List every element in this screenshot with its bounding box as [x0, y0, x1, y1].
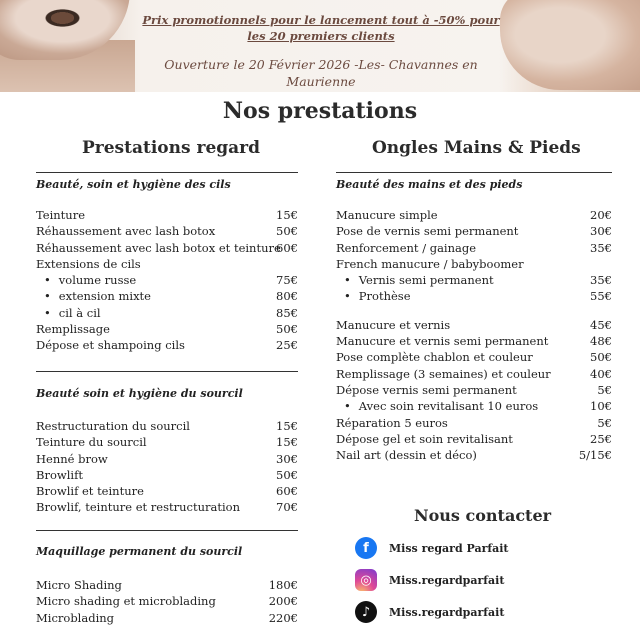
service-label: Réhaussement avec lash botox	[36, 224, 216, 239]
price-list-cils	[36, 207, 298, 354]
service-price: 25€	[276, 338, 298, 353]
service-price: 80€	[276, 289, 298, 304]
service-label: Restructuration du sourcil	[36, 419, 190, 433]
service-price: 15€	[276, 435, 298, 450]
section-title-sourcil: Beauté soin et hygiène du sourcil	[36, 387, 243, 400]
list-gap	[336, 305, 612, 317]
price-row	[336, 398, 612, 414]
service-label: Teinture	[36, 208, 85, 222]
service-label: Manucure et vernis semi permanent	[336, 334, 549, 349]
service-label: Nail art (dessin et déco)	[336, 448, 477, 463]
right-column-title: Ongles Mains & Pieds	[372, 138, 581, 158]
service-price: 50€	[276, 322, 298, 337]
service-label: • Prothèse	[344, 288, 411, 304]
service-label: Dépose gel et soin revitalisant	[336, 431, 513, 446]
service-price: 50€	[590, 350, 612, 365]
page-title: Nos prestations	[222, 98, 418, 124]
price-row	[36, 321, 298, 337]
instagram-handle: Miss.regardparfait	[389, 573, 505, 587]
section-title-cils: Beauté, soin et hygiène des cils	[36, 178, 231, 191]
price-row	[36, 207, 298, 223]
service-price: 70€	[276, 500, 298, 515]
service-label: Pose complète chablon et couleur	[336, 350, 533, 365]
service-price: 48€	[590, 334, 612, 349]
service-price: 10€	[590, 399, 612, 414]
divider	[36, 371, 298, 372]
service-price: 180€	[268, 578, 298, 592]
price-row	[36, 577, 298, 593]
service-label: Microblading	[36, 610, 115, 625]
service-label: French manucure / babyboomer	[336, 256, 524, 271]
divider	[36, 172, 298, 173]
price-row	[36, 610, 298, 626]
service-price: 35€	[590, 273, 612, 288]
header-banner	[0, 0, 640, 92]
service-label: • extension mixte	[44, 288, 151, 304]
facebook-handle: Miss regard Parfait	[389, 541, 509, 555]
service-price: 15€	[276, 208, 298, 222]
price-row	[36, 288, 298, 304]
price-row	[36, 593, 298, 609]
price-row	[36, 223, 298, 239]
service-price: 60€	[276, 484, 298, 499]
service-price: 30€	[276, 451, 298, 466]
service-label: • Vernis semi permanent	[344, 272, 494, 288]
price-row	[336, 415, 612, 431]
price-row	[36, 272, 298, 288]
price-row	[336, 431, 612, 447]
service-label: Réhaussement avec lash botox et teinture	[36, 240, 281, 255]
price-row	[36, 451, 298, 467]
contact-facebook[interactable]	[355, 537, 509, 559]
service-label: Renforcement / gainage	[336, 240, 477, 255]
service-price: 35€	[590, 240, 612, 255]
price-row	[336, 240, 612, 256]
price-row	[336, 256, 612, 272]
price-list-sourcil	[36, 418, 298, 516]
price-row	[36, 305, 298, 321]
service-price: 50€	[276, 467, 298, 482]
service-price: 15€	[276, 419, 298, 433]
divider	[336, 172, 612, 173]
contact-title: Nous contacter	[414, 506, 552, 525]
promo-text: Prix promotionnels pour le lancement tout à -50% pour les 20 premiers clients	[142, 13, 500, 43]
service-label: • Avec soin revitalisant 10 euros	[344, 398, 538, 414]
service-label: • volume russe	[44, 272, 136, 288]
service-label: Pose de vernis semi permanent	[336, 224, 519, 239]
section-title-ongles: Beauté des mains et des pieds	[336, 178, 523, 191]
price-row	[36, 483, 298, 499]
contact-instagram[interactable]	[355, 569, 504, 591]
left-column-title: Prestations regard	[82, 138, 261, 158]
price-row	[336, 366, 612, 382]
price-row	[36, 467, 298, 483]
service-price: 5€	[597, 415, 612, 430]
price-row	[336, 223, 612, 239]
price-row	[336, 333, 612, 349]
service-label: Dépose et shampoing cils	[36, 338, 185, 353]
tiktok-icon: ♪	[355, 601, 377, 623]
instagram-icon: ◎	[355, 569, 377, 591]
service-label: Réparation 5 euros	[336, 415, 448, 430]
service-price: 30€	[590, 224, 612, 239]
price-row	[36, 240, 298, 256]
price-row	[336, 317, 612, 333]
contact-tiktok[interactable]	[355, 601, 504, 623]
service-label: Manucure simple	[336, 208, 438, 222]
price-row	[336, 288, 612, 304]
service-label: Manucure et vernis	[336, 317, 451, 332]
service-label: Dépose vernis semi permanent	[336, 382, 517, 397]
service-price: 85€	[276, 305, 298, 320]
service-label: Browlift	[36, 467, 83, 482]
service-price: 75€	[276, 273, 298, 288]
service-label: Browlif, teinture et restructuration	[36, 500, 240, 515]
price-row	[36, 337, 298, 353]
tiktok-handle: Miss.regardparfait	[389, 605, 505, 619]
divider	[36, 530, 298, 531]
section-title-maquillage: Maquillage permanent du sourcil	[36, 545, 243, 558]
price-list-ongles	[336, 207, 612, 463]
price-row	[336, 349, 612, 365]
price-row	[36, 499, 298, 515]
price-row	[336, 272, 612, 288]
price-row	[336, 382, 612, 398]
service-price: 200€	[268, 594, 298, 609]
service-label: • cil à cil	[44, 305, 101, 321]
hands-photo	[500, 0, 640, 90]
service-label: Teinture du sourcil	[36, 435, 147, 450]
price-row	[336, 207, 612, 223]
service-label: Extensions de cils	[36, 256, 141, 271]
service-price: 60€	[276, 240, 298, 255]
price-row	[36, 418, 298, 434]
facebook-icon: f	[355, 537, 377, 559]
service-price: 25€	[590, 431, 612, 446]
service-price: 50€	[276, 224, 298, 239]
service-label: Micro Shading	[36, 578, 122, 592]
service-price: 45€	[590, 317, 612, 332]
service-price: 5€	[597, 382, 612, 397]
service-label: Remplissage	[36, 322, 110, 337]
price-row	[336, 447, 612, 463]
opening-text: Ouverture le 20 Février 2026 -Les- Chavannes en Maurienne	[164, 57, 478, 89]
service-price: 20€	[590, 208, 612, 222]
service-price: 40€	[590, 366, 612, 381]
price-list-maquillage	[36, 577, 298, 626]
service-price: 220€	[268, 610, 298, 625]
price-row	[36, 434, 298, 450]
service-label: Browlif et teinture	[36, 484, 144, 499]
service-price: 55€	[590, 289, 612, 304]
price-row	[36, 256, 298, 272]
service-label: Remplissage (3 semaines) et couleur	[336, 366, 551, 381]
service-label: Henné brow	[36, 451, 108, 466]
service-price: 5/15€	[578, 448, 612, 463]
service-label: Micro shading et microblading	[36, 594, 216, 609]
